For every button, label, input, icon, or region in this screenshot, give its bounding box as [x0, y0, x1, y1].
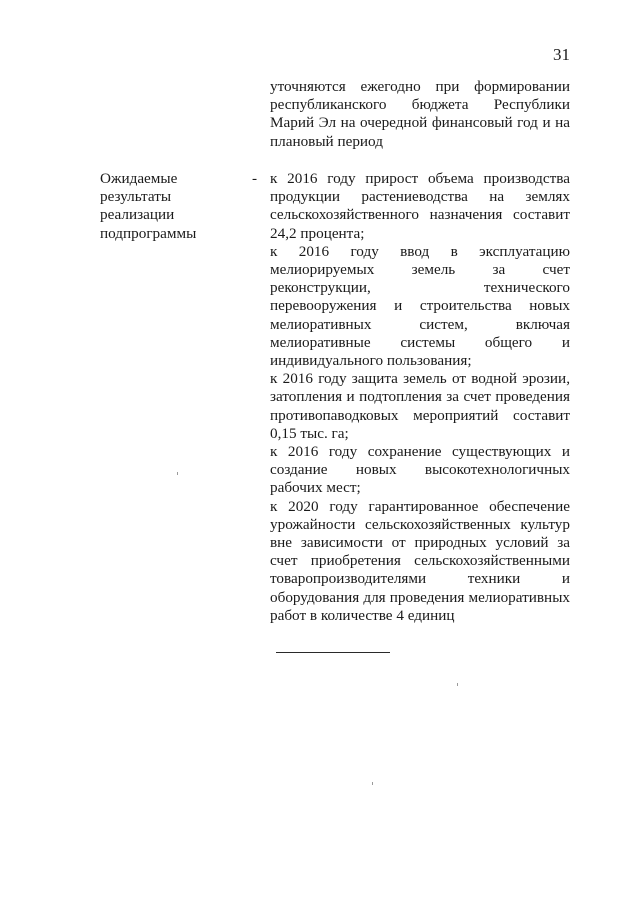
list-dash: -	[252, 170, 258, 187]
result-item: к 2016 году ввод в эксплуатацию мелиорируемых земель за счет реконструкции, технического перевооружения и строительства новых мелиоративных систем, включая мелиоративные системы общего и индивидуального пользования;	[270, 242, 570, 370]
expected-results-label: Ожидаемые результаты реализации подпрограммы	[100, 170, 197, 242]
result-item: к 2020 году гарантированное обеспечение урожайности сельскохозяйственных культур вне зависимости от природных условий за счет приобретения сельскохозяйственными товаропроизводителями техники и оборудования для проведения мелиоративных работ в количестве 4 единиц	[270, 497, 570, 624]
scan-speck	[457, 683, 458, 686]
result-item: к 2016 году сохранение существующих и создание новых высокотехнологичных рабочих мест;	[270, 443, 570, 497]
scan-speck	[177, 472, 178, 475]
result-item: к 2016 году прирост объема производства продукции растениеводства на землях сельскохозяйственного назначения составит 24,2 процента;	[270, 170, 570, 242]
expected-results-list	[270, 170, 570, 625]
end-of-section-rule	[276, 652, 390, 653]
scan-speck	[372, 782, 373, 785]
funding-continuation-text	[270, 78, 570, 151]
result-item: к 2016 году защита земель от водной эрозии, затопления и подтопления за счет проведения противопаводковых мероприятий составит 0,15 тыс. га;	[270, 370, 570, 442]
funding-paragraph: уточняются ежегодно при формировании республиканского бюджета Республики Марий Эл на очередной финансовый год и на плановый период	[270, 78, 570, 150]
page-number: 31	[553, 45, 570, 64]
